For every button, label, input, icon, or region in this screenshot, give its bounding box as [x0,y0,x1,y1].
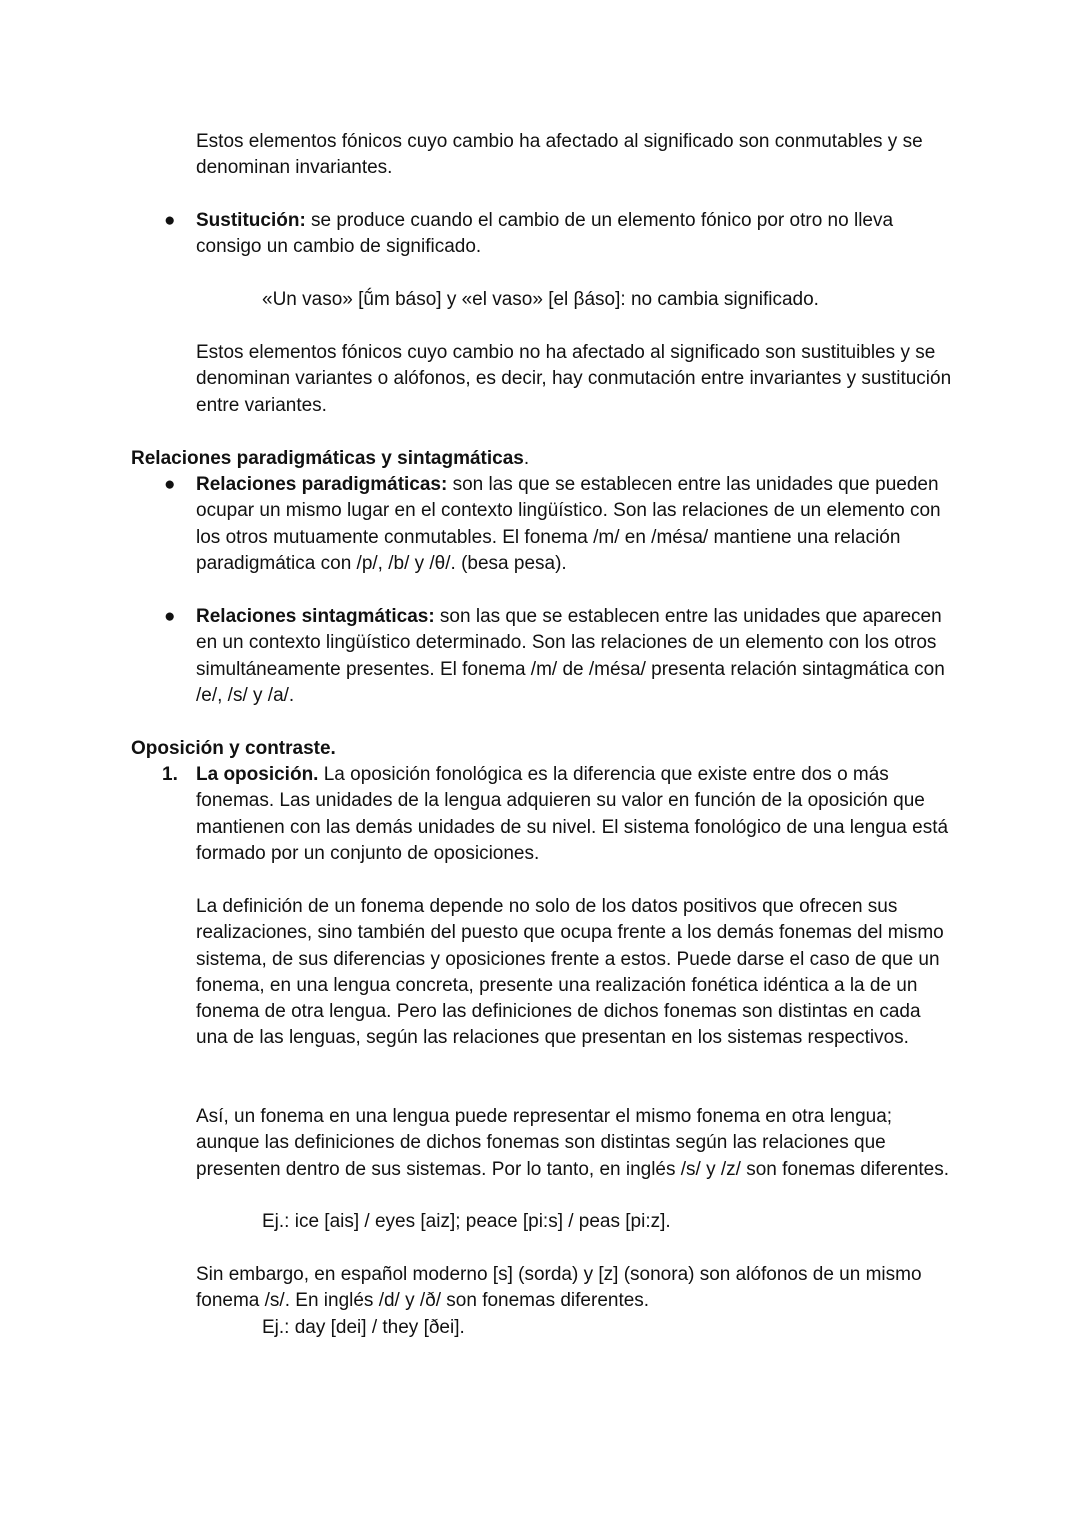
heading-relaciones [131,446,951,472]
heading-relaciones-period: . [523,448,530,469]
oposicion-definition: La oposición fonológica es la diferencia que existe entre dos o más fonemas. Las unidades de la lengua adquieren su valor en función de la oposición que mantienen con las demás unidades de su nivel. El sistema fonológico de una lengua está formado por un conjunto de oposiciones. [196,764,949,864]
paragraph-invariantes: Estos elementos fónicos cuyo cambio ha afectado al significado son conmutables y se denominan invariantes. [196,131,923,179]
heading-oposicion: Oposición y contraste. [131,738,336,759]
bullet-icon: ● [164,210,176,231]
term-sustitucion: Sustitución: [196,210,306,231]
sustitucion-definition: se produce cuando el cambio de un elemento fónico por otro no lleva consigo un cambio de significado. [196,210,894,258]
term-sintagmaticas: Relaciones sintagmáticas: [196,606,435,627]
paradigmaticas-definition: son las que se establecen entre las unidades que pueden ocupar un mismo lugar en el contexto lingüístico. Son las relaciones de un elemento con los otros mutuamente conmutables. El fonema /m/ en /mésa/ mantiene una relación paradigmática con /p/, /b/ y /θ/. (besa pesa). [196,474,941,574]
list-item-sustitucion [196,208,956,261]
heading-relaciones-text: Relaciones paradigmáticas y sintagmáticas [131,448,524,469]
paragraph-definicion-fonema: La definición de un fonema depende no solo de los datos positivos que ofrecen sus realizaciones, sino también del puesto que ocupa frente a los demás fonemas del mismo sistema, de sus diferencias y oposiciones frente a estos. Puede darse el caso de que un fonema, en una lengua concreta, presente una realización fonética idéntica a la de un fonema de otra lengua. Pero las definiciones de dichos fonemas son distintas en cada una de las lenguas, según las relaciones que presentan en los sistemas respectivos. [196,896,944,1049]
list-item-sintagmaticas [196,604,956,709]
example-ingles-d-dh: Ej.: day [dei] / they [ðei]. [262,1317,465,1338]
bullet-icon: ● [164,474,176,495]
example-un-vaso: «Un vaso» [ṹm báso] y «el vaso» [el βáso]: no cambia significado. [262,289,819,310]
paragraph-sin-embargo: Sin embargo, en español moderno [s] (sorda) y [z] (sonora) son alófonos de un mismo fonema /s/. En inglés /d/ y /ð/ son fonemas diferentes. [196,1264,922,1312]
list-item-oposicion [196,762,956,867]
bullet-icon: ● [164,606,176,627]
list-item-paradigmaticas [196,472,956,577]
example-ingles-s-z: Ej.: ice [ais] / eyes [aiz]; peace [pi:s] / peas [pi:z]. [262,1211,671,1232]
paragraph-asi: Así, un fonema en una lengua puede representar el mismo fonema en otra lengua; aunque las definiciones de dichos fonemas son distintas según las relaciones que presenten dentro de sus sistemas. Por lo tanto, en inglés /s/ y /z/ son fonemas diferentes. [196,1106,950,1180]
list-number: 1. [162,764,178,785]
term-paradigmaticas: Relaciones paradigmáticas: [196,474,448,495]
term-oposicion: La oposición. [196,764,319,785]
paragraph-variantes: Estos elementos fónicos cuyo cambio no ha afectado al significado son sustituibles y se denominan variantes o alófonos, es decir, hay conmutación entre invariantes y sustitución entre variantes. [196,342,952,416]
sintagmaticas-definition: son las que se establecen entre las unidades que aparecen en un contexto lingüístico determinado. Son las relaciones de un elemento con los otros simultáneamente presentes. El fonema /m/ de /mésa/ presenta relación sintagmática con /e/, /s/ y /a/. [196,606,945,706]
